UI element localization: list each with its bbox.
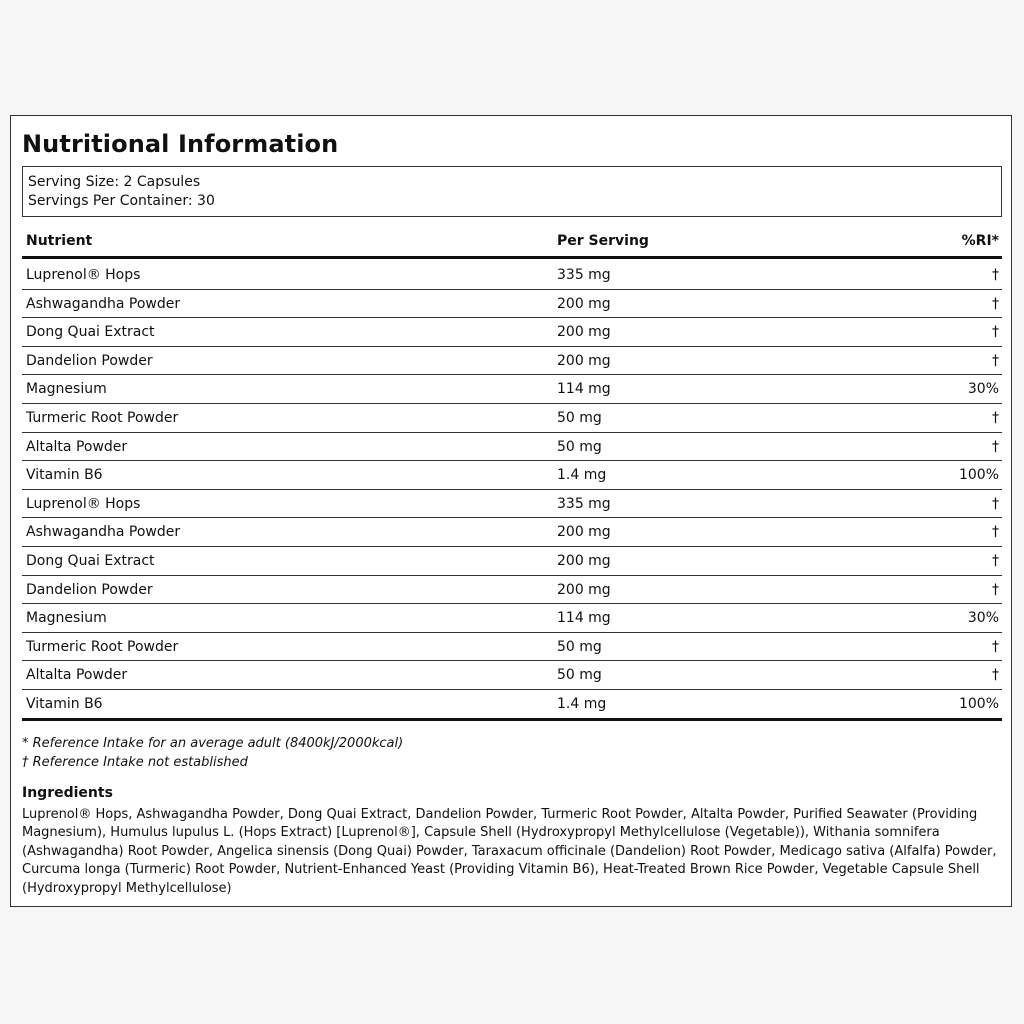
footnotes [22, 734, 403, 772]
nutrient-name: Luprenol® Hops [26, 267, 141, 283]
table-row [22, 261, 1002, 290]
table-row [22, 604, 1002, 633]
table-row [22, 404, 1002, 433]
nutrient-ri: † [992, 295, 999, 312]
nutrient-name: Dandelion Powder [26, 352, 153, 369]
nutrient-name: Ashwagandha Powder [26, 295, 181, 312]
table-row [22, 518, 1002, 547]
table-row [22, 576, 1002, 605]
nutrition-panel [10, 115, 1012, 907]
table-row [22, 433, 1002, 462]
nutrient-name: Magnesium [26, 610, 107, 627]
table-row [22, 633, 1002, 662]
nutrient-ri: 100% [958, 467, 999, 484]
nutrient-amount: 335 mg [557, 267, 611, 283]
table-row [22, 661, 1002, 690]
nutrient-amount: 50 mg [557, 638, 602, 655]
nutrient-name: Altalta Powder [26, 438, 128, 455]
nutrient-ri: † [992, 524, 999, 541]
nutrient-amount: 200 mg [557, 295, 611, 312]
serving-info-box [22, 166, 1002, 217]
nutrient-amount: 200 mg [557, 581, 611, 598]
table-row [22, 461, 1002, 490]
nutrient-name: Turmeric Root Powder [26, 638, 179, 655]
nutrient-amount: 200 mg [557, 352, 611, 369]
nutrient-ri: 30% [967, 610, 999, 627]
nutrient-amount: 335 mg [557, 495, 611, 512]
nutrient-amount: 114 mg [557, 610, 611, 627]
nutrient-ri: † [992, 638, 999, 655]
nutrient-name: Turmeric Root Powder [26, 409, 179, 426]
ingredients-heading: Ingredients [22, 785, 113, 801]
nutrient-name: Dandelion Powder [26, 581, 153, 598]
table-row [22, 318, 1002, 347]
nutrient-amount: 50 mg [557, 667, 602, 684]
page-title: Nutritional Information [22, 130, 339, 158]
table-row [22, 375, 1002, 404]
table-row [22, 490, 1002, 519]
nutrient-ri: † [992, 409, 999, 426]
nutrient-name: Vitamin B6 [26, 695, 103, 712]
nutrient-amount: 200 mg [557, 524, 611, 541]
ingredients-text: Luprenol® Hops, Ashwagandha Powder, Dong Quai Extract, Dandelion Powder, Turmeric Root Powder, Altalta Powder, Purified Seawater (Providing Magnesium), Humulus lupulus L. (Hops Extract) [Luprenol®], Capsule Shell (Hydroxypropyl Methylcellulose (Vegetable)), Withania somnifera (Ashwagandha) Root Powder, Angelica sinensis (Dong Quai) Powder, Taraxacum officinale (Dandelion) Root Powder, Medicago sativa (Alfalfa) Powder, Curcuma longa (Turmeric) Root Powder, Nutrient-Enhanced Yeast (Providing Vitamin B6), Heat-Treated Brown Rice Powder, Vegetable Capsule Shell (Hydroxypropyl Methylcellulose) [22, 807, 997, 896]
nutrient-name: Dong Quai Extract [26, 552, 155, 569]
column-header-nutrient: Nutrient [26, 233, 93, 249]
nutrient-name: Ashwagandha Powder [26, 524, 181, 541]
nutrient-name: Luprenol® Hops [26, 495, 141, 512]
footnote-not-established: † Reference Intake not established [22, 755, 248, 770]
nutrient-table [22, 261, 1002, 721]
nutrient-amount: 1.4 mg [557, 695, 607, 712]
nutrient-ri: 100% [958, 695, 999, 712]
servings-per-container: Servings Per Container: 30 [28, 193, 215, 209]
nutrient-name: Magnesium [26, 381, 107, 398]
table-row [22, 290, 1002, 319]
nutrient-ri: † [992, 581, 999, 598]
nutrient-amount: 1.4 mg [557, 467, 607, 484]
nutrient-amount: 50 mg [557, 409, 602, 426]
table-row [22, 547, 1002, 576]
serving-size: Serving Size: 2 Capsules [28, 174, 201, 190]
nutrient-ri: † [992, 352, 999, 369]
nutrient-ri: † [992, 495, 999, 512]
column-header-per-serving: Per Serving [557, 233, 649, 249]
nutrient-ri: † [992, 438, 999, 455]
nutrient-ri: † [992, 267, 999, 283]
nutrient-name: Altalta Powder [26, 667, 128, 684]
nutrient-ri: 30% [967, 381, 999, 398]
nutrient-amount: 200 mg [557, 324, 611, 341]
nutrient-name: Dong Quai Extract [26, 324, 155, 341]
nutrient-amount: 50 mg [557, 438, 602, 455]
table-row [22, 347, 1002, 376]
nutrient-ri: † [992, 324, 999, 341]
column-header-ri: %RI* [961, 233, 999, 249]
table-row [22, 690, 1002, 721]
nutrient-amount: 200 mg [557, 552, 611, 569]
nutrient-ri: † [992, 667, 999, 684]
nutrient-ri: † [992, 552, 999, 569]
footnote-reference-intake: * Reference Intake for an average adult (8400kJ/2000kcal) [22, 736, 404, 751]
nutrient-name: Vitamin B6 [26, 467, 103, 484]
table-header [22, 228, 1002, 259]
nutrient-amount: 114 mg [557, 381, 611, 398]
